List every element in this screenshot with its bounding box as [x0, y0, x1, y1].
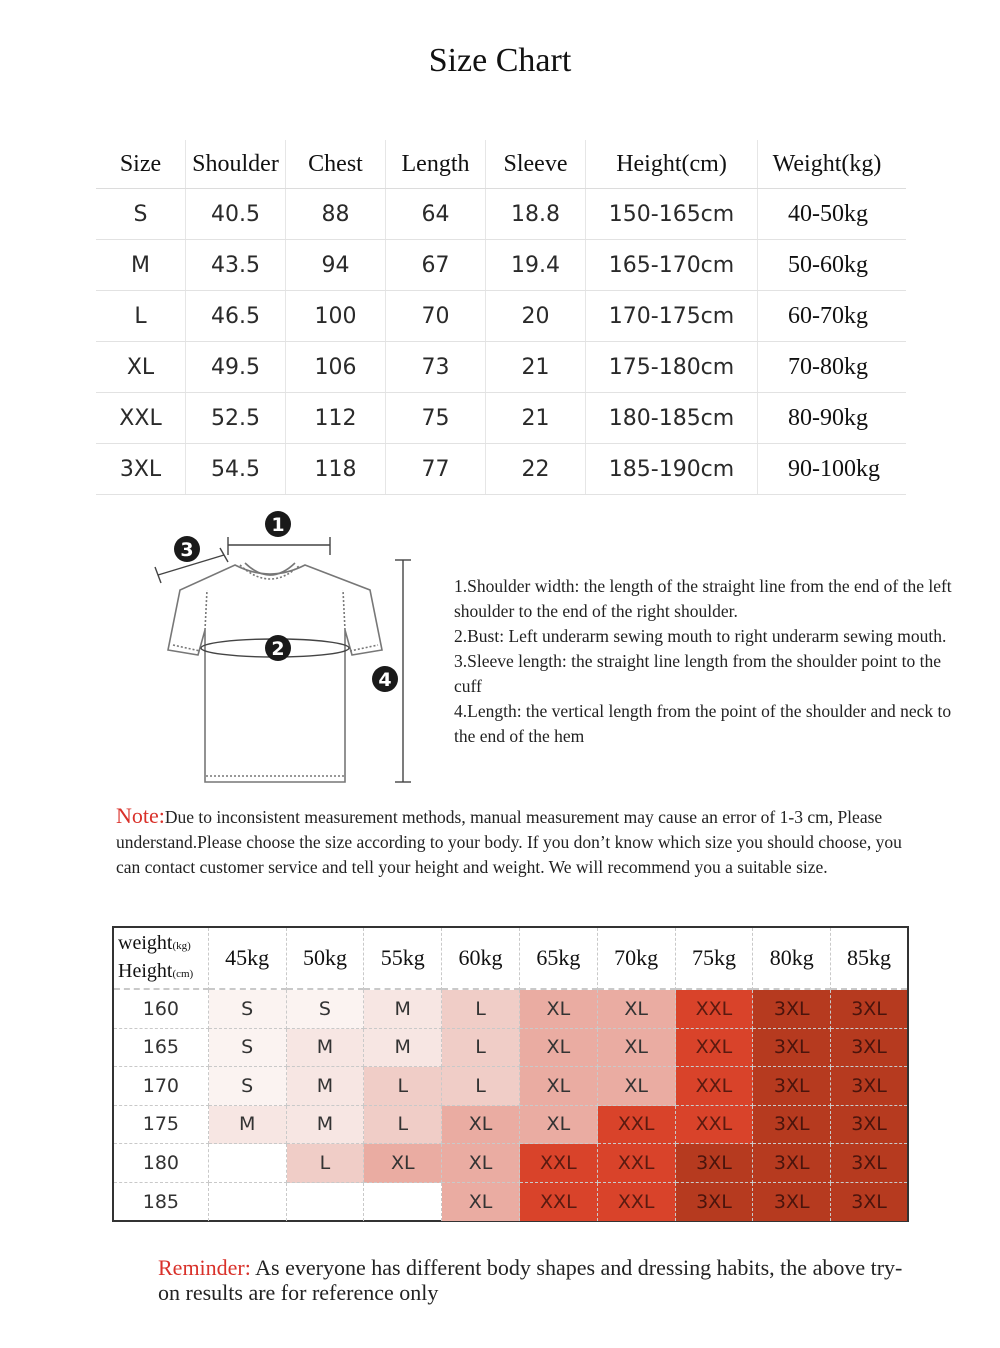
recommended-size-cell: XXL — [598, 1144, 676, 1183]
size-table-cell: S — [96, 189, 186, 239]
recommended-size-cell: XL — [520, 1029, 598, 1068]
recommended-size-cell: M — [287, 1067, 365, 1106]
recommended-size-cell: XL — [598, 990, 676, 1029]
size-table-cell: 22 — [486, 444, 586, 494]
recommended-size-cell — [209, 1144, 287, 1183]
page-title: Size Chart — [428, 42, 572, 79]
weight-header: 70kg — [598, 928, 676, 990]
size-table-row — [96, 189, 906, 240]
weight-header: 60kg — [442, 928, 520, 990]
header-length: Length — [386, 140, 486, 188]
size-table-cell: 70-80kg — [788, 353, 868, 380]
weight-header: 80kg — [753, 928, 831, 990]
recommended-size-cell: L — [442, 1067, 520, 1106]
recommended-size-cell: 3XL — [831, 1183, 907, 1222]
recommended-size-cell — [209, 1183, 287, 1222]
size-table-row — [96, 393, 906, 444]
reminder-paragraph — [158, 1255, 918, 1305]
recommended-size-cell: 3XL — [676, 1144, 754, 1183]
header-weight: Weight(kg) — [772, 150, 882, 177]
definition-bust: 2.Bust: Left underarm sewing mouth to right underarm sewing mouth. — [454, 626, 947, 646]
size-table-cell: XXL — [96, 393, 186, 443]
tshirt-outline — [168, 565, 382, 782]
recommendation-header-row — [114, 928, 907, 990]
weight-header: 75kg — [676, 928, 754, 990]
recommended-size-cell: XL — [520, 1067, 598, 1106]
recommendation-row — [114, 1183, 907, 1222]
svg-text:2: 2 — [271, 638, 285, 660]
reminder-text: As everyone has different body shapes and dressing habits, the above try-on results are for reference only — [158, 1255, 903, 1305]
weight-header: 45kg — [209, 928, 287, 990]
recommended-size-cell: 3XL — [753, 1029, 831, 1068]
recommendation-row — [114, 1029, 907, 1068]
svg-text:3: 3 — [180, 539, 194, 561]
recommended-size-cell — [287, 1183, 365, 1222]
size-table-cell: 112 — [286, 393, 386, 443]
size-table-cell: 18.8 — [486, 189, 586, 239]
reminder-label: Reminder: — [158, 1255, 251, 1280]
recommended-size-cell: XL — [442, 1183, 520, 1222]
size-table-cell: 21 — [486, 393, 586, 443]
recommended-size-cell: XXL — [598, 1106, 676, 1145]
recommended-size-cell: L — [364, 1067, 442, 1106]
size-table-cell: 52.5 — [186, 393, 286, 443]
height-label: 170 — [114, 1067, 209, 1106]
recommended-size-cell: XXL — [598, 1183, 676, 1222]
note-text: Due to inconsistent measurement methods, manual measurement may cause an error of 1-3 cm, Please understand.Please choose the size according to your body. If you don’t know which size you should choose, you can contact customer service and tell your height and weight. We will recommend you a suitable size. — [116, 807, 902, 877]
recommended-size-cell: S — [209, 1029, 287, 1068]
header-sleeve: Sleeve — [486, 140, 586, 188]
size-table-cell: 94 — [286, 240, 386, 290]
size-table-cell: 46.5 — [186, 291, 286, 341]
size-table-cell: 49.5 — [186, 342, 286, 392]
recommended-size-cell: S — [209, 1067, 287, 1106]
size-table-cell: 185-190cm — [586, 444, 758, 494]
recommended-size-cell: 3XL — [831, 1067, 907, 1106]
definition-length: 4.Length: the vertical length from the point of the shoulder and neck to the end of the hem — [454, 701, 952, 746]
corner-height-unit: (cm) — [172, 968, 194, 980]
height-label: 180 — [114, 1144, 209, 1183]
height-label: 175 — [114, 1106, 209, 1145]
marker-4-icon — [372, 666, 398, 692]
size-table-cell: 60-70kg — [788, 302, 868, 329]
recommended-size-cell: L — [287, 1144, 365, 1183]
recommended-size-cell: 3XL — [753, 1144, 831, 1183]
size-table-cell: 88 — [286, 189, 386, 239]
recommended-size-cell: XXL — [520, 1144, 598, 1183]
header-shoulder: Shoulder — [186, 140, 286, 188]
recommended-size-cell: XL — [364, 1144, 442, 1183]
recommendation-row — [114, 1144, 907, 1183]
grid-corner-label — [114, 928, 209, 990]
size-table-cell: 67 — [386, 240, 486, 290]
weight-header: 55kg — [364, 928, 442, 990]
recommended-size-cell: M — [364, 1029, 442, 1068]
height-label: 185 — [114, 1183, 209, 1222]
recommendation-row — [114, 1067, 907, 1106]
recommended-size-cell: XL — [598, 1067, 676, 1106]
header-chest: Chest — [286, 140, 386, 188]
corner-weight-unit: (kg) — [172, 940, 191, 952]
recommended-size-cell — [364, 1183, 442, 1222]
size-table-cell: 20 — [486, 291, 586, 341]
tshirt-diagram — [140, 505, 430, 795]
recommended-size-cell: XXL — [676, 1067, 754, 1106]
size-table-cell: 3XL — [96, 444, 186, 494]
size-table-cell: 73 — [386, 342, 486, 392]
size-table-cell: 90-100kg — [788, 455, 880, 482]
note-label: Note: — [116, 803, 165, 828]
size-recommendation-grid — [112, 926, 909, 1222]
height-label: 160 — [114, 990, 209, 1029]
recommended-size-cell: XXL — [676, 1106, 754, 1145]
size-table-cell: 43.5 — [186, 240, 286, 290]
header-size: Size — [96, 140, 186, 188]
recommendation-row — [114, 1106, 907, 1145]
note-paragraph — [116, 803, 916, 880]
size-table-cell: L — [96, 291, 186, 341]
recommended-size-cell: M — [287, 1106, 365, 1145]
size-table-row — [96, 342, 906, 393]
size-table-cell: 180-185cm — [586, 393, 758, 443]
svg-text:4: 4 — [378, 669, 392, 691]
size-table-cell: 106 — [286, 342, 386, 392]
size-table-row — [96, 291, 906, 342]
marker-1-icon — [265, 511, 291, 537]
recommended-size-cell: M — [209, 1106, 287, 1145]
recommended-size-cell: 3XL — [831, 1106, 907, 1145]
size-table-cell: 150-165cm — [586, 189, 758, 239]
size-table-cell: 54.5 — [186, 444, 286, 494]
recommended-size-cell: 3XL — [831, 1029, 907, 1068]
recommended-size-cell: XL — [520, 990, 598, 1029]
size-table-cell: 118 — [286, 444, 386, 494]
weight-header: 50kg — [287, 928, 365, 990]
recommended-size-cell: L — [364, 1106, 442, 1145]
recommended-size-cell: 3XL — [753, 1067, 831, 1106]
recommended-size-cell: L — [442, 1029, 520, 1068]
marker-2-icon — [265, 635, 291, 661]
recommended-size-cell: XL — [520, 1106, 598, 1145]
size-table-cell: M — [96, 240, 186, 290]
svg-text:1: 1 — [271, 514, 285, 536]
recommended-size-cell: M — [364, 990, 442, 1029]
marker-3-icon — [174, 536, 200, 562]
size-table-row — [96, 444, 906, 495]
size-table-cell: 100 — [286, 291, 386, 341]
recommended-size-cell: XXL — [676, 990, 754, 1029]
recommended-size-cell: L — [442, 990, 520, 1029]
recommended-size-cell: 3XL — [753, 1106, 831, 1145]
recommended-size-cell: M — [287, 1029, 365, 1068]
measurement-definitions — [454, 574, 954, 749]
recommended-size-cell: S — [287, 990, 365, 1029]
weight-header: 85kg — [831, 928, 907, 990]
recommended-size-cell: XL — [598, 1029, 676, 1068]
header-height: Height(cm) — [586, 140, 758, 188]
recommended-size-cell: 3XL — [753, 990, 831, 1029]
size-table-cell: 175-180cm — [586, 342, 758, 392]
recommended-size-cell: XL — [442, 1106, 520, 1145]
recommended-size-cell: XXL — [520, 1183, 598, 1222]
recommended-size-cell: 3XL — [831, 1144, 907, 1183]
size-table-cell: 19.4 — [486, 240, 586, 290]
size-table-cell: 77 — [386, 444, 486, 494]
corner-weight-label: weight — [118, 932, 173, 954]
recommended-size-cell: 3XL — [753, 1183, 831, 1222]
size-table-cell: 21 — [486, 342, 586, 392]
size-table-cell: 40.5 — [186, 189, 286, 239]
recommended-size-cell: S — [209, 990, 287, 1029]
size-table-cell: 64 — [386, 189, 486, 239]
size-table-cell: 165-170cm — [586, 240, 758, 290]
weight-header: 65kg — [520, 928, 598, 990]
size-table-cell: 170-175cm — [586, 291, 758, 341]
recommendation-row — [114, 990, 907, 1029]
size-table-cell: XL — [96, 342, 186, 392]
definition-shoulder: 1.Shoulder width: the length of the straight line from the end of the left shoulder to the end of the right shoulder. — [454, 576, 952, 621]
size-table-cell: 75 — [386, 393, 486, 443]
recommended-size-cell: 3XL — [676, 1183, 754, 1222]
size-table-header — [96, 140, 906, 189]
corner-height-label: Height — [118, 960, 173, 982]
size-table-cell: 50-60kg — [788, 251, 868, 278]
size-table-cell: 70 — [386, 291, 486, 341]
recommended-size-cell: 3XL — [831, 990, 907, 1029]
size-table — [96, 140, 906, 495]
recommended-size-cell: XL — [442, 1144, 520, 1183]
size-table-cell: 80-90kg — [788, 404, 868, 431]
height-label: 165 — [114, 1029, 209, 1068]
recommended-size-cell: XXL — [676, 1029, 754, 1068]
size-table-body — [96, 189, 906, 495]
size-table-row — [96, 240, 906, 291]
recommendation-body — [114, 990, 907, 1221]
size-table-cell: 40-50kg — [788, 200, 868, 227]
definition-sleeve: 3.Sleeve length: the straight line length from the shoulder point to the cuff — [454, 651, 941, 696]
